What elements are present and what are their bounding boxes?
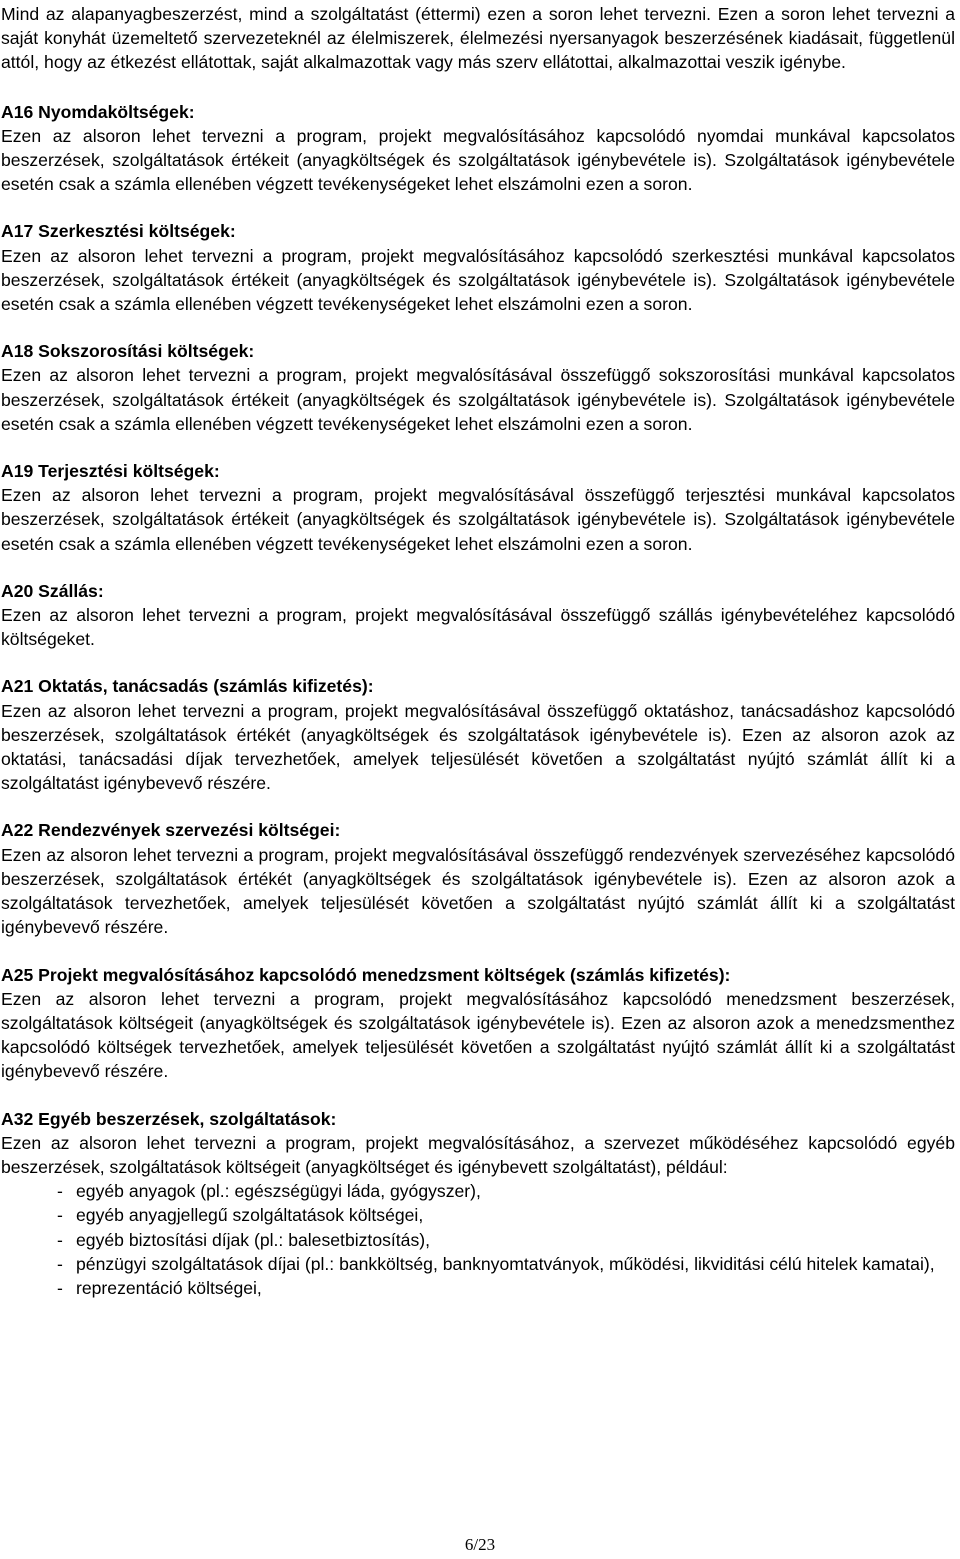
section-a17	[1, 219, 955, 316]
list-item	[1, 1228, 955, 1252]
list-item	[1, 1203, 955, 1227]
section-heading: A17 Szerkesztési költségek:	[1, 221, 236, 242]
section-body: Ezen az alsoron lehet tervezni a program, projekt megvalósításával összefüggő szállás igénybevételéhez kapcsolódó költségeket.	[1, 605, 955, 650]
section-heading: A18 Sokszorosítási költségek:	[1, 341, 255, 362]
section-a21	[1, 674, 955, 795]
section-heading: A16 Nyomdaköltségek:	[1, 101, 195, 122]
section-heading: A21 Oktatás, tanácsadás (számlás kifizetés):	[1, 676, 374, 697]
list-item-text: egyéb anyagok (pl.: egészségügyi láda, gyógyszer),	[76, 1181, 481, 1202]
list-item-text: reprezentáció költségei,	[76, 1277, 262, 1298]
section-body: Ezen az alsoron lehet tervezni a program, projekt megvalósításához kapcsolódó menedzsment beszerzések, szolgáltatások költségeit (anyagköltségek és szolgáltatások igénybevétele is). Ezen az alsoron azok a menedzsmenthez kapcsolódó költségek tervezhetőek, amelyek teljesülését követően a szolgáltatást nyújtó számlát állít ki a szolgáltatást igénybevevő részére.	[1, 988, 955, 1082]
list-item	[1, 1276, 955, 1300]
section-a20	[1, 579, 955, 652]
section-heading: A19 Terjesztési költségek:	[1, 461, 220, 482]
bullet-marker: -	[57, 1229, 63, 1250]
section-body: Ezen az alsoron lehet tervezni a program, projekt megvalósításához, a szervezet működéséhez kapcsolódó egyéb beszerzések, szolgáltatások költségeit (anyagköltséget és igénybevett szolgáltatást), például:	[1, 1132, 955, 1177]
section-heading: A20 Szállás:	[1, 580, 104, 601]
section-a22	[1, 818, 955, 939]
bullet-marker: -	[57, 1277, 63, 1298]
section-heading: A25 Projekt megvalósításához kapcsolódó menedzsment költségek (számlás kifizetés):	[1, 964, 731, 985]
section-a19	[1, 459, 955, 556]
section-a18	[1, 339, 955, 436]
section-body: Ezen az alsoron lehet tervezni a program, projekt megvalósításával összefüggő rendezvények szervezéséhez kapcsolódó beszerzések, szolgáltatások értékét (anyagköltségek és szolgáltatások igénybevétele is). Ezen az alsoron azok a szolgáltatások tervezhetőek, amelyek teljesülését követően a szolgáltatást nyújtó számlát állít ki a szolgáltatást igénybevevő részére.	[1, 844, 955, 938]
bullet-marker: -	[57, 1253, 63, 1274]
list-item	[1, 1179, 955, 1203]
bullet-list	[1, 1179, 955, 1300]
section-body: Ezen az alsoron lehet tervezni a program, projekt megvalósításához kapcsolódó szerkesztési munkával kapcsolatos beszerzések, szolgáltatások értékeit (anyagköltségek és szolgáltatások igénybevétele is). Szolgáltatások igénybevétele esetén csak a számla ellenében végzett tevékenységeket lehet elszámolni ezen a soron.	[1, 245, 955, 315]
list-item-text: egyéb biztosítási díjak (pl.: balesetbiztosítás),	[76, 1229, 431, 1250]
section-body: Ezen az alsoron lehet tervezni a program, projekt megvalósításával összefüggő oktatáshoz, tanácsadáshoz kapcsolódó beszerzések, szolgáltatások értékét (anyagköltségek és szolgáltatások igénybevétele is). Ezen az alsoron azok az oktatási, tanácsadási díjak tervezhetőek, amelyek teljesülését követően a szolgáltatást nyújtó számlát állít ki a szolgáltatást igénybevevő részére.	[1, 700, 955, 794]
section-a25	[1, 963, 955, 1084]
bullet-marker: -	[57, 1205, 63, 1226]
bullet-marker: -	[57, 1181, 63, 1202]
list-item-text: egyéb anyagjellegű szolgáltatások költségei,	[76, 1205, 424, 1226]
section-body: Ezen az alsoron lehet tervezni a program, projekt megvalósításához kapcsolódó nyomdai munkával kapcsolatos beszerzések, szolgáltatások értékeit (anyagköltségek és szolgáltatások igénybevétele is). Szolgáltatások igénybevétele esetén csak a számla ellenében végzett tevékenységeket lehet elszámolni ezen a soron.	[1, 125, 955, 195]
section-a16	[1, 100, 955, 197]
document-page	[1, 2, 955, 1323]
section-body: Ezen az alsoron lehet tervezni a program, projekt megvalósításával összefüggő sokszorosítási munkával kapcsolatos beszerzések, szolgáltatások értékeit (anyagköltségek és szolgáltatások igénybevétele is). Szolgáltatások igénybevétele esetén csak a számla ellenében végzett tevékenységeket lehet elszámolni ezen a soron.	[1, 365, 955, 434]
list-item-text: pénzügyi szolgáltatások díjai (pl.: bankköltség, banknyomtatványok, működési, likviditási célú hitelek kamatai),	[76, 1253, 935, 1274]
intro-paragraph: Mind az alapanyagbeszerzést, mind a szolgáltatást (éttermi) ezen a soron lehet tervezni. Ezen a soron lehet tervezni a saját konyhát üzemeltető szervezeteknél az élelmiszerek, élelmezési nyersanyagok beszerzésének kiadásait, függetlenül attól, hogy az étkezést ellátottak, saját alkalmazottak vagy más szerv ellátottai, alkalmazottai veszik igénybe.	[1, 4, 955, 73]
section-body: Ezen az alsoron lehet tervezni a program, projekt megvalósításával összefüggő terjesztési munkával kapcsolatos beszerzések, szolgáltatások értékeit (anyagköltségek és szolgáltatások igénybevétele is). Szolgáltatások igénybevétele esetén csak a számla ellenében végzett tevékenységeket lehet elszámolni ezen a soron.	[1, 485, 955, 554]
section-heading: A32 Egyéb beszerzések, szolgáltatások:	[1, 1108, 337, 1129]
list-item	[1, 1252, 955, 1276]
section-a32	[1, 1107, 955, 1301]
section-heading: A22 Rendezvények szervezési költségei:	[1, 820, 341, 841]
page-number: 6/23	[464, 1535, 496, 1554]
